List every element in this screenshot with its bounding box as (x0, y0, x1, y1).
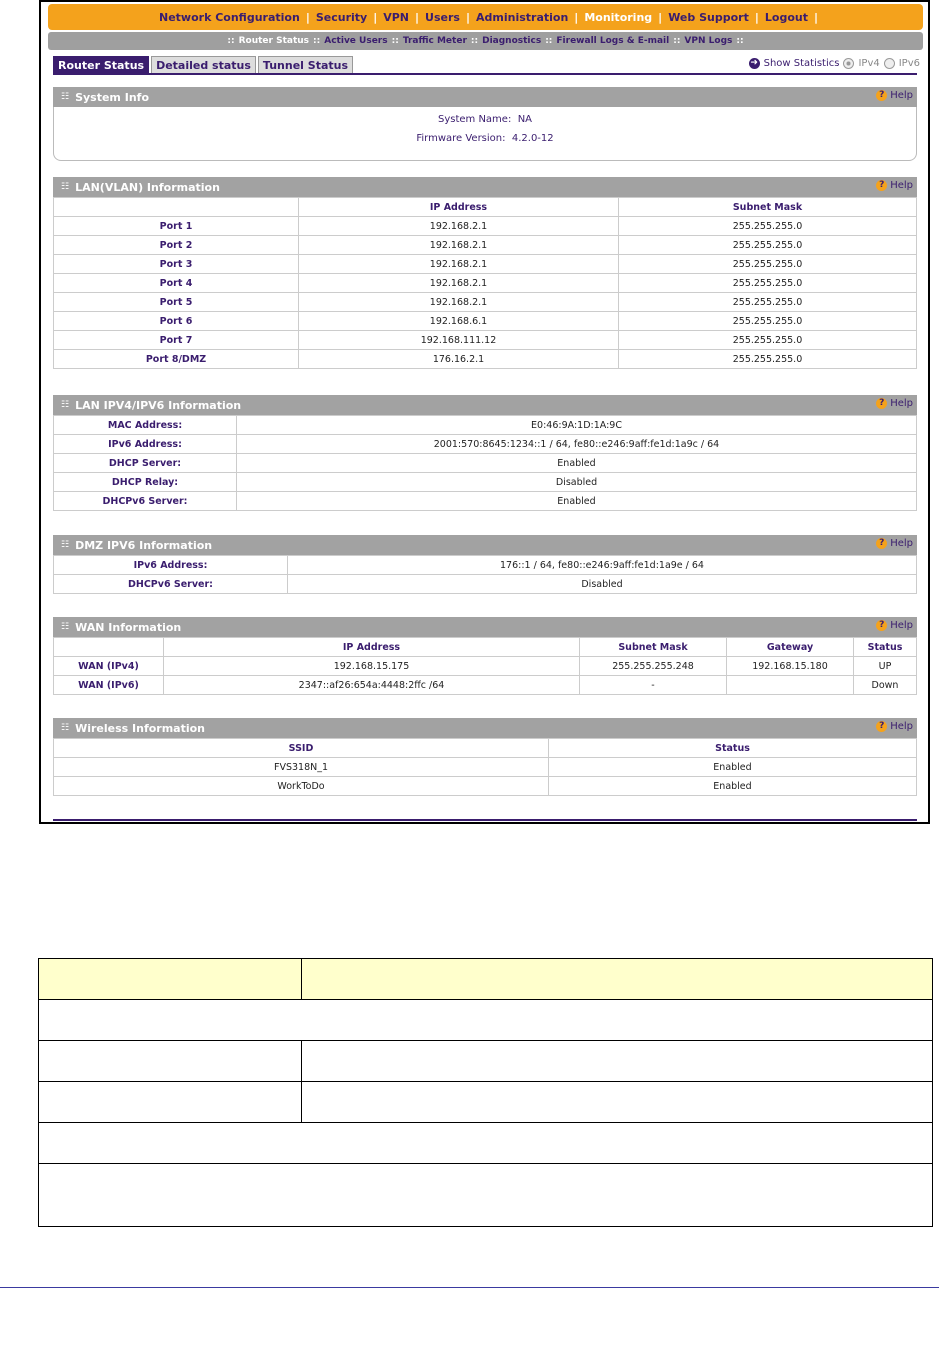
subnav-separator: :: (545, 36, 553, 46)
table-cell: WorkToDo (54, 777, 549, 796)
nav-separator: | (305, 10, 310, 24)
statistics-controls (749, 58, 920, 69)
table-row (54, 274, 917, 293)
table-row (54, 255, 917, 274)
table-row (54, 575, 917, 594)
doc-cell (39, 1082, 302, 1123)
doc-row (39, 1041, 933, 1082)
table-cell: 255.255.255.0 (619, 331, 917, 350)
subnav-item-router-status[interactable]: Router Status (238, 36, 310, 46)
help-icon: ? (876, 538, 887, 549)
doc-header-row (39, 959, 933, 1000)
tab-tunnel-status[interactable]: Tunnel Status (258, 56, 353, 75)
nav-item-monitoring[interactable]: Monitoring (584, 10, 653, 24)
column-header: Status (549, 739, 917, 758)
doc-row (39, 1164, 933, 1227)
table-header-row (54, 198, 917, 217)
nav-item-logout[interactable]: Logout (764, 10, 808, 24)
row-label: IPv6 Address: (54, 435, 237, 454)
table-cell: Disabled (237, 473, 917, 492)
table-row (54, 777, 917, 796)
column-header: IP Address (164, 638, 580, 657)
row-label: Port 8/DMZ (54, 350, 299, 369)
table-row (54, 556, 917, 575)
table-cell: 255.255.255.0 (619, 274, 917, 293)
arrow-right-icon[interactable]: ➜ (750, 58, 758, 68)
table-row (54, 236, 917, 255)
subnav-separator: :: (470, 36, 479, 46)
subnav-separator: :: (313, 36, 321, 46)
row-label: IPv6 Address: (54, 556, 288, 575)
panel-title: LAN IPV4/IPV6 Information (75, 398, 242, 412)
panel-header (53, 87, 917, 107)
panel-title: Wireless Information (75, 721, 206, 735)
table-cell: 192.168.2.1 (299, 293, 619, 312)
grip-icon: ☷ (61, 723, 70, 733)
table-cell: 192.168.2.1 (299, 236, 619, 255)
nav-item-users[interactable]: Users (425, 10, 460, 24)
wireless-panel (53, 718, 917, 796)
nav-item-web-support[interactable]: Web Support (668, 10, 749, 24)
table-cell: Enabled (549, 777, 917, 796)
subnav-item-vpn-logs[interactable]: VPN Logs (684, 36, 733, 46)
table-cell: - (580, 676, 727, 695)
grip-icon: ☷ (61, 400, 70, 410)
grip-icon: ☷ (61, 182, 70, 192)
lan-vlan-panel (53, 177, 917, 369)
table-cell: 255.255.255.0 (619, 255, 917, 274)
row-label: Port 1 (54, 217, 299, 236)
column-header (54, 638, 164, 657)
table-cell: 2001:570:8645:1234::1 / 64, fe80::e246:9aff:fe1d:1a9c / 64 (237, 435, 917, 454)
nav-item-security[interactable]: Security (315, 10, 368, 24)
row-label: Port 5 (54, 293, 299, 312)
column-header: Status (854, 638, 917, 657)
help-link[interactable]: ? Help (876, 398, 913, 409)
column-header: SSID (54, 739, 549, 758)
panel-header (53, 395, 917, 415)
table-cell: 255.255.255.248 (580, 657, 727, 676)
table-row (54, 473, 917, 492)
system-info-body (53, 107, 917, 161)
table-cell: 192.168.6.1 (299, 312, 619, 331)
row-label: Port 4 (54, 274, 299, 293)
table-cell: 176::1 / 64, fe80::e246:9aff:fe1d:1a9e / 64 (288, 556, 917, 575)
dmz-ipv6-panel (53, 535, 917, 594)
table-cell: 255.255.255.0 (619, 217, 917, 236)
sub-navigation (48, 32, 923, 50)
table-row (54, 217, 917, 236)
firmware-version-row: Firmware Version: 4.2.0-12 (416, 133, 554, 144)
column-header: Subnet Mask (580, 638, 727, 657)
table-cell: 2347::af26:654a:4448:2ffc /64 (164, 676, 580, 695)
ipv4-radio[interactable] (843, 58, 854, 69)
table-cell: 192.168.15.180 (727, 657, 854, 676)
doc-row (39, 1123, 933, 1164)
subnav-item-diagnostics[interactable]: Diagnostics (482, 36, 542, 46)
table-row (54, 454, 917, 473)
lan-vlan-table (53, 197, 917, 369)
help-icon: ? (876, 90, 887, 101)
nav-separator: | (373, 10, 378, 24)
column-header: Gateway (727, 638, 854, 657)
help-link[interactable]: ? Help (876, 721, 913, 732)
table-header-row (54, 739, 917, 758)
nav-separator: | (574, 10, 579, 24)
doc-cell (39, 1123, 933, 1164)
wan-panel (53, 617, 917, 695)
column-header: IP Address (299, 198, 619, 217)
table-cell: Enabled (549, 758, 917, 777)
wan-table (53, 637, 917, 695)
ipv6-radio[interactable] (884, 58, 895, 69)
doc-cell (39, 1000, 933, 1041)
grip-icon: ☷ (61, 540, 70, 550)
wireless-table (53, 738, 917, 796)
nav-item-vpn[interactable]: VPN (383, 10, 410, 24)
panel-header (53, 177, 917, 197)
row-label: Port 6 (54, 312, 299, 331)
nav-separator: | (754, 10, 759, 24)
table-row (54, 350, 917, 369)
subnav-separator: :: (391, 36, 399, 46)
table-row (54, 331, 917, 350)
table-cell: 192.168.2.1 (299, 274, 619, 293)
tab-router-status[interactable]: Router Status (53, 56, 149, 75)
doc-row (39, 1082, 933, 1123)
table-cell: Enabled (237, 492, 917, 511)
table-cell: 255.255.255.0 (619, 293, 917, 312)
table-header-row (54, 638, 917, 657)
table-cell: FVS318N_1 (54, 758, 549, 777)
table-cell: 192.168.15.175 (164, 657, 580, 676)
subnav-separator: :: (736, 36, 744, 46)
nav-separator: | (415, 10, 420, 24)
table-row (54, 435, 917, 454)
help-icon: ? (876, 620, 887, 631)
row-label: DHCP Relay: (54, 473, 237, 492)
router-status-screenshot (39, 0, 930, 824)
table-row (54, 293, 917, 312)
subnav-item-traffic-meter[interactable]: Traffic Meter (402, 36, 467, 46)
nav-item-network-configuration[interactable]: Network Configuration (159, 10, 300, 24)
column-header (54, 198, 299, 217)
row-label: DHCPv6 Server: (54, 575, 288, 594)
help-icon: ? (876, 180, 887, 191)
doc-cell (302, 1041, 933, 1082)
doc-cell (39, 959, 302, 1000)
row-label: WAN (IPv6) (54, 676, 164, 695)
table-cell: 192.168.2.1 (299, 217, 619, 236)
nav-separator: | (658, 10, 663, 24)
panel-title: System Info (75, 90, 149, 104)
table-cell: Down (854, 676, 917, 695)
subnav-item-firewall-logs-e-mail[interactable]: Firewall Logs & E-mail (556, 36, 670, 46)
column-header: Subnet Mask (619, 198, 917, 217)
panel-header (53, 718, 917, 738)
help-icon: ? (876, 721, 887, 732)
table-row (54, 657, 917, 676)
subnav-separator: :: (673, 36, 681, 46)
table-cell: 176.16.2.1 (299, 350, 619, 369)
row-label: Port 7 (54, 331, 299, 350)
top-navigation (48, 4, 923, 30)
dmz-ipv6-table (53, 555, 917, 594)
show-statistics-link[interactable]: Show Statistics (763, 58, 840, 69)
table-cell: E0:46:9A:1D:1A:9C (237, 416, 917, 435)
doc-row (39, 1000, 933, 1041)
doc-cell (302, 959, 933, 1000)
lan-ipv6-panel (53, 395, 917, 511)
system-name-row: System Name: NA (437, 114, 533, 125)
footer-rule (0, 1287, 939, 1288)
table-row (54, 312, 917, 331)
doc-cell (302, 1082, 933, 1123)
ipv6-label: IPv6 (898, 58, 920, 69)
help-link[interactable]: ? Help (876, 620, 913, 631)
table-row (54, 676, 917, 695)
grip-icon: ☷ (61, 622, 70, 632)
row-label: DHCP Server: (54, 454, 237, 473)
document-table (38, 958, 933, 1227)
panel-title: LAN(VLAN) Information (75, 180, 220, 194)
table-cell (727, 676, 854, 695)
help-link[interactable]: ? Help (876, 538, 913, 549)
doc-cell (39, 1164, 933, 1227)
system-info-panel (53, 87, 917, 161)
bottom-rule (53, 819, 917, 821)
row-label: DHCPv6 Server: (54, 492, 237, 511)
panel-header (53, 535, 917, 555)
table-cell: UP (854, 657, 917, 676)
table-row (54, 416, 917, 435)
table-row (54, 492, 917, 511)
nav-item-administration[interactable]: Administration (476, 10, 569, 24)
row-label: WAN (IPv4) (54, 657, 164, 676)
table-cell: Enabled (237, 454, 917, 473)
panel-header (53, 617, 917, 637)
panel-title: WAN Information (75, 620, 182, 634)
subnav-item-active-users[interactable]: Active Users (324, 36, 388, 46)
nav-separator: | (465, 10, 470, 24)
table-cell: 192.168.2.1 (299, 255, 619, 274)
tab-underline (53, 73, 917, 75)
table-cell: 255.255.255.0 (619, 350, 917, 369)
ipv4-label: IPv4 (858, 58, 880, 69)
grip-icon: ☷ (61, 92, 70, 102)
nav-separator: | (813, 10, 818, 24)
row-label: Port 2 (54, 236, 299, 255)
row-label: Port 3 (54, 255, 299, 274)
row-label: MAC Address: (54, 416, 237, 435)
table-cell: 192.168.111.12 (299, 331, 619, 350)
help-link[interactable]: ? Help (876, 180, 913, 191)
doc-cell (39, 1041, 302, 1082)
panel-title: DMZ IPV6 Information (75, 538, 213, 552)
tab-detailed-status[interactable]: Detailed status (151, 56, 256, 75)
subnav-separator: :: (227, 36, 235, 46)
table-row (54, 758, 917, 777)
help-link[interactable]: ? Help (876, 90, 913, 101)
table-cell: 255.255.255.0 (619, 312, 917, 331)
table-cell: Disabled (288, 575, 917, 594)
table-cell: 255.255.255.0 (619, 236, 917, 255)
help-icon: ? (876, 398, 887, 409)
lan-ipv6-table (53, 415, 917, 511)
